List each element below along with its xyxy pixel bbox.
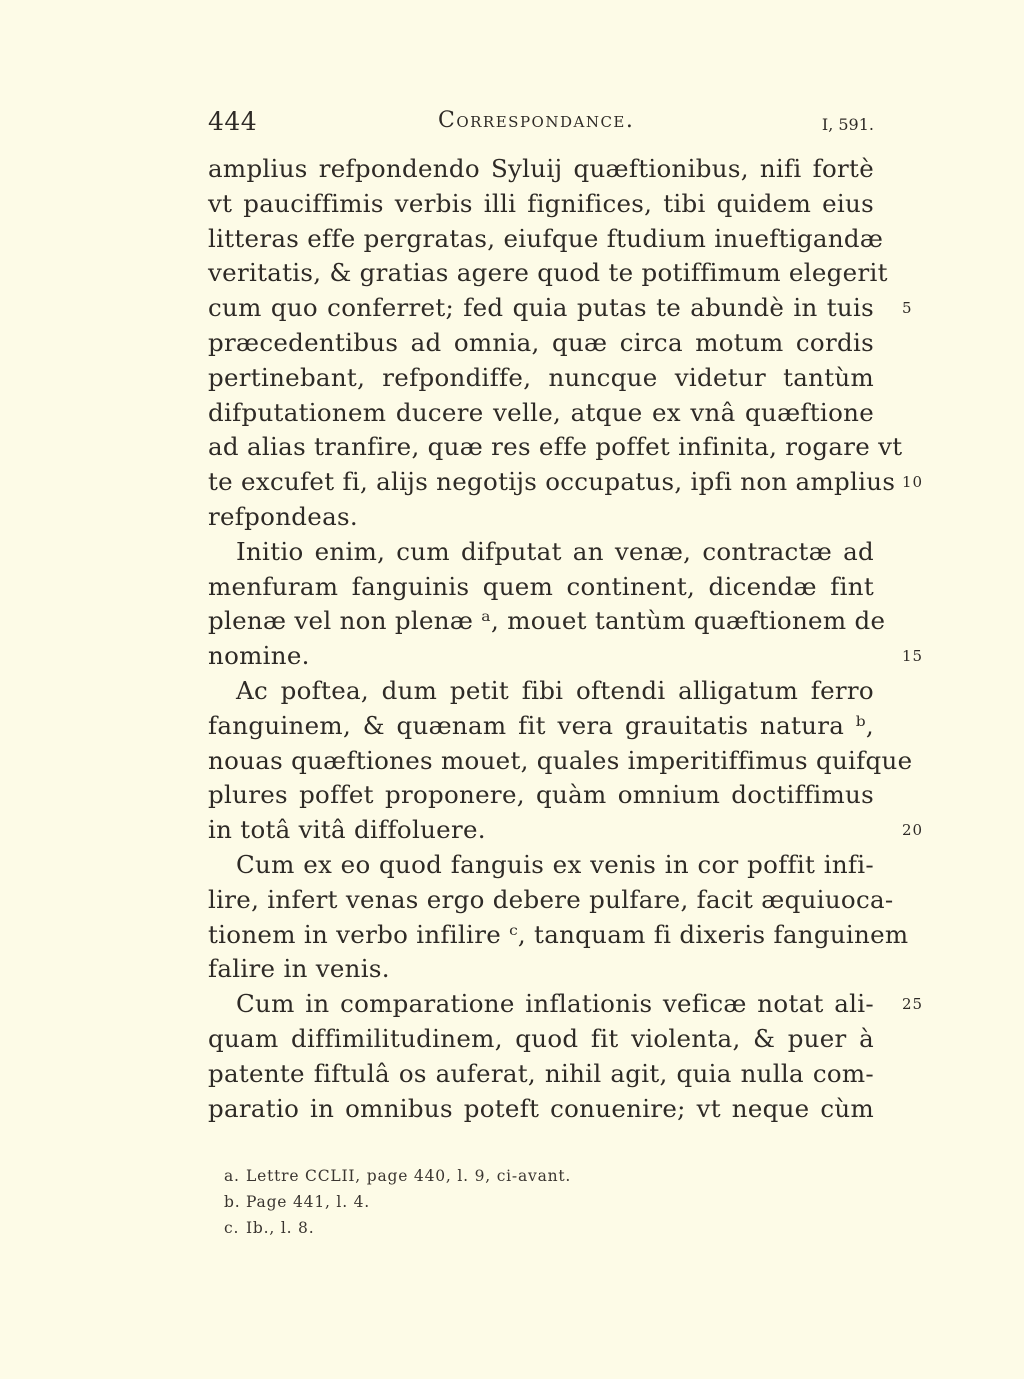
footnote — [224, 1189, 824, 1215]
text-line: amplius refpondendo Syluij quæftionibus, nifi fortè — [208, 154, 874, 183]
line-number: 5 — [902, 299, 913, 318]
text-line: præcedentibus ad omnia, quæ circa motum cordis — [208, 327, 874, 357]
text-line: te excufet fi, alijs negotijs occupatus, ipfi non amplius — [208, 467, 896, 497]
text-line: Cum ex eo quod fanguis ex venis in cor poffit infi- — [236, 849, 874, 879]
text-line: vt pauciffimis verbis illi fignifices, tibi quidem eius — [208, 188, 874, 218]
text-line: difputationem ducere velle, atque ex vnâ quæftione — [208, 397, 874, 427]
text-line: lire, infert venas ergo debere pulfare, facit æquiuoca- — [208, 884, 894, 914]
line-number: 10 — [902, 473, 924, 492]
page-number: 444 — [208, 107, 258, 136]
page-header — [208, 107, 874, 141]
line-number: 20 — [902, 821, 924, 840]
footnote-label: a. — [224, 1167, 240, 1185]
body-text — [208, 152, 924, 1126]
footnote-text: Page 441, l. 4. — [246, 1193, 371, 1211]
text-line: Cum in comparatione inflationis veficæ notat ali- — [236, 989, 874, 1019]
text-line: nouas quæftiones mouet, quales imperitiffimus quifque — [208, 745, 913, 775]
text-line: falire in venis. — [208, 954, 390, 984]
text-line: refpondeas. — [208, 501, 358, 531]
text-line: quam diffimilitudinem, quod fit violenta, & puer à — [208, 1023, 874, 1053]
footnote-text: Ib., l. 8. — [246, 1219, 315, 1237]
text-line: paratio in omnibus poteft conuenire; vt neque cùm — [208, 1093, 874, 1123]
line-number: 25 — [902, 995, 924, 1014]
footnote-label: c. — [224, 1219, 240, 1237]
running-title: Correspondance. — [438, 108, 635, 133]
text-line: ad alias tranfire, quæ res effe poffet infinita, rogare vt — [208, 432, 903, 462]
text-line: in totâ vitâ diffoluere. — [208, 815, 486, 845]
footnote-label: b. — [224, 1193, 241, 1211]
footnotes — [224, 1163, 824, 1241]
text-line: nomine. — [208, 641, 310, 671]
footnote — [224, 1215, 824, 1241]
text-line: cum quo conferret; fed quia putas te abundè in tuis — [208, 293, 874, 323]
text-line: plures poffet proponere, quàm omnium doctiffimus — [208, 780, 874, 810]
line-number: 15 — [902, 647, 924, 666]
footnote — [224, 1163, 824, 1189]
footnote-text: Lettre CCLII, page 440, l. 9, ci-avant. — [246, 1167, 572, 1185]
text-line: patente fiftulâ os auferat, nihil agit, quia nulla com- — [208, 1058, 874, 1088]
text-line: litteras effe pergratas, eiufque ftudium inueftigandæ — [208, 223, 884, 253]
text-line: Ac poftea, dum petit fibi oftendi alligatum ferro — [236, 675, 874, 705]
text-line: tionem in verbo infilire ᶜ, tanquam fi dixeris fanguinem — [208, 919, 909, 949]
text-line: veritatis, & gratias agere quod te potiffimum elegerit — [208, 258, 888, 288]
text-line: fanguinem, & quænam fit vera grauitatis natura ᵇ, — [208, 710, 874, 740]
text-line: plenæ vel non plenæ ᵃ, mouet tantùm quæftionem de — [208, 606, 886, 636]
text-line: menfuram fanguinis quem continent, dicendæ fint — [208, 571, 874, 601]
text-line: Initio enim, cum difputat an venæ, contractæ ad — [236, 536, 874, 566]
text-line: pertinebant, refpondiffe, nuncque videtur tantùm — [208, 362, 874, 392]
volume-page-reference: I, 591. — [821, 115, 874, 134]
